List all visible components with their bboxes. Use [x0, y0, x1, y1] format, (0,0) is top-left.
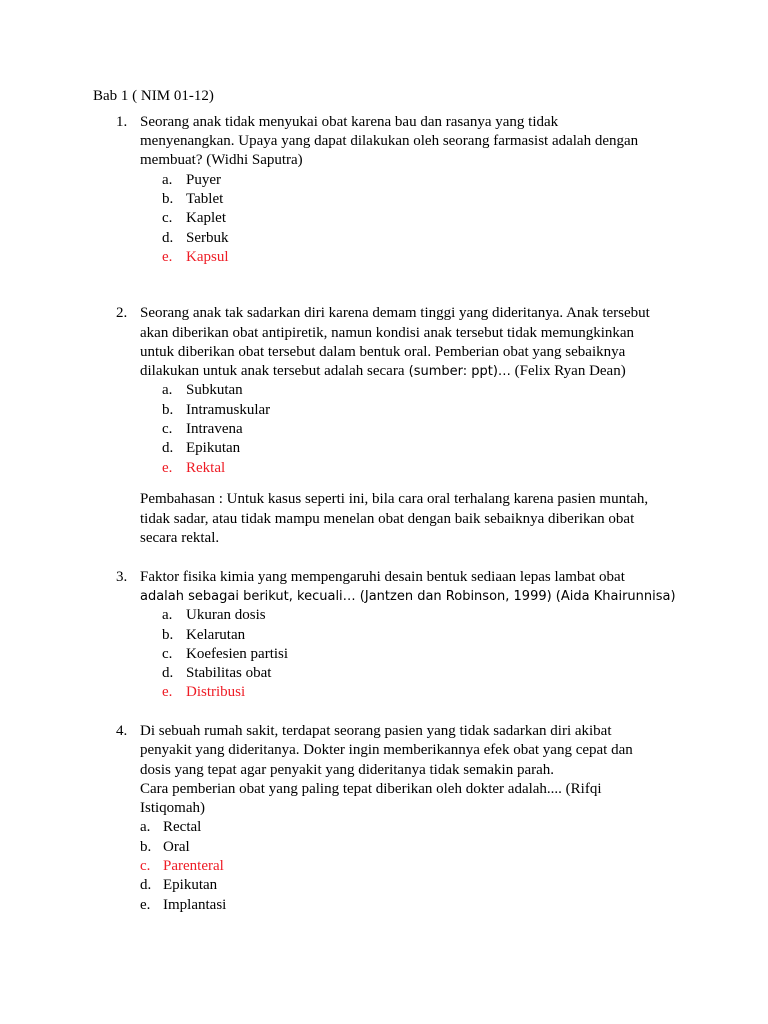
question-text-line: akan diberikan obat antipiretik, namun kondisi anak tersebut tidak memungkinkan — [140, 325, 635, 341]
option-letter: d. — [162, 440, 174, 456]
option-letter: a. — [162, 172, 173, 188]
option-letter: e. — [140, 897, 151, 913]
question-text-segment: dilakukan untuk anak tersebut adalah secara — [140, 363, 405, 379]
section-heading: Bab 1 ( NIM 01-12) — [93, 88, 214, 104]
option-text: Ukuran dosis — [186, 607, 266, 623]
discussion-line: secara rektal. — [140, 530, 220, 546]
option-letter: d. — [162, 230, 174, 246]
discussion-line: tidak sadar, atau tidak mampu menelan obat dengan baik sebaiknya diberikan obat — [140, 511, 635, 527]
option-letter: a. — [140, 819, 151, 835]
option-letter: d. — [140, 877, 152, 893]
option-letter: b. — [162, 627, 174, 643]
option-text: Epikutan — [163, 877, 218, 893]
option-text: Implantasi — [163, 897, 227, 913]
question-text-line: penyakit yang dideritanya. Dokter ingin memberikannya efek obat yang cepat dan — [140, 742, 633, 758]
option-letter-correct: e. — [162, 460, 173, 476]
option-text: Epikutan — [186, 440, 241, 456]
option-text-correct: Rektal — [186, 460, 226, 476]
question-number: 2. — [116, 305, 128, 321]
option-text: Intravena — [186, 421, 243, 437]
option-letter: a. — [162, 382, 173, 398]
option-letter: b. — [162, 402, 174, 418]
question-text-line: membuat? (Widhi Saputra) — [140, 152, 303, 168]
question-text-line: Cara pemberian obat yang paling tepat diberikan oleh dokter adalah.... (Rifqi — [140, 781, 602, 797]
option-letter: c. — [162, 646, 173, 662]
option-letter: b. — [162, 191, 174, 207]
question-text-line: adalah sebagai berikut, kecuali… (Jantzen dan Robinson, 1999) (Aida Khairunnisa) — [140, 589, 676, 604]
option-text: Puyer — [186, 172, 221, 188]
option-letter: d. — [162, 665, 174, 681]
option-letter-correct: e. — [162, 249, 173, 265]
option-letter: c. — [162, 210, 173, 226]
option-text: Kelarutan — [186, 627, 246, 643]
question-text-line: Seorang anak tidak menyukai obat karena bau dan rasanya yang tidak — [140, 114, 559, 130]
option-letter-correct: c. — [140, 858, 151, 874]
question-text-line: Seorang anak tak sadarkan diri karena demam tinggi yang dideritanya. Anak tersebut — [140, 305, 650, 321]
option-letter: b. — [140, 839, 152, 855]
question-text-line: untuk diberikan obat tersebut dalam bentuk oral. Pemberian obat yang sebaiknya — [140, 344, 626, 360]
option-text: Kaplet — [186, 210, 226, 226]
author-note: (Felix Ryan Dean) — [510, 363, 626, 379]
question-text-line: Istiqomah) — [140, 800, 205, 816]
option-text: Rectal — [163, 819, 202, 835]
option-text: Subkutan — [186, 382, 243, 398]
option-text: Serbuk — [186, 230, 229, 246]
option-letter: c. — [162, 421, 173, 437]
question-number: 1. — [116, 114, 128, 130]
option-text: Koefesien partisi — [186, 646, 289, 662]
discussion-line: Pembahasan : Untuk kasus seperti ini, bila cara oral terhalang karena pasien muntah, — [140, 491, 649, 507]
question-text-line: dosis yang tepat agar penyakit yang dideritanya tidak semakin parah. — [140, 762, 555, 778]
question-text-line — [140, 362, 626, 381]
option-text: Oral — [163, 839, 190, 855]
question-text-line: Faktor fisika kimia yang mempengaruhi desain bentuk sediaan lepas lambat obat — [140, 569, 625, 585]
source-note: (sumber: ppt)… — [404, 364, 511, 379]
option-text: Tablet — [186, 191, 224, 207]
question-number: 3. — [116, 569, 128, 585]
option-text-correct: Parenteral — [163, 858, 224, 874]
question-text-line: Di sebuah rumah sakit, terdapat seorang pasien yang tidak sadarkan diri akibat — [140, 723, 612, 739]
option-text: Intramuskular — [186, 402, 271, 418]
option-text-correct: Kapsul — [186, 249, 229, 265]
option-letter-correct: e. — [162, 684, 173, 700]
question-text-line: menyenangkan. Upaya yang dapat dilakukan oleh seorang farmasist adalah dengan — [140, 133, 639, 149]
option-letter: a. — [162, 607, 173, 623]
option-text: Stabilitas obat — [186, 665, 272, 681]
question-number: 4. — [116, 723, 128, 739]
option-text-correct: Distribusi — [186, 684, 246, 700]
